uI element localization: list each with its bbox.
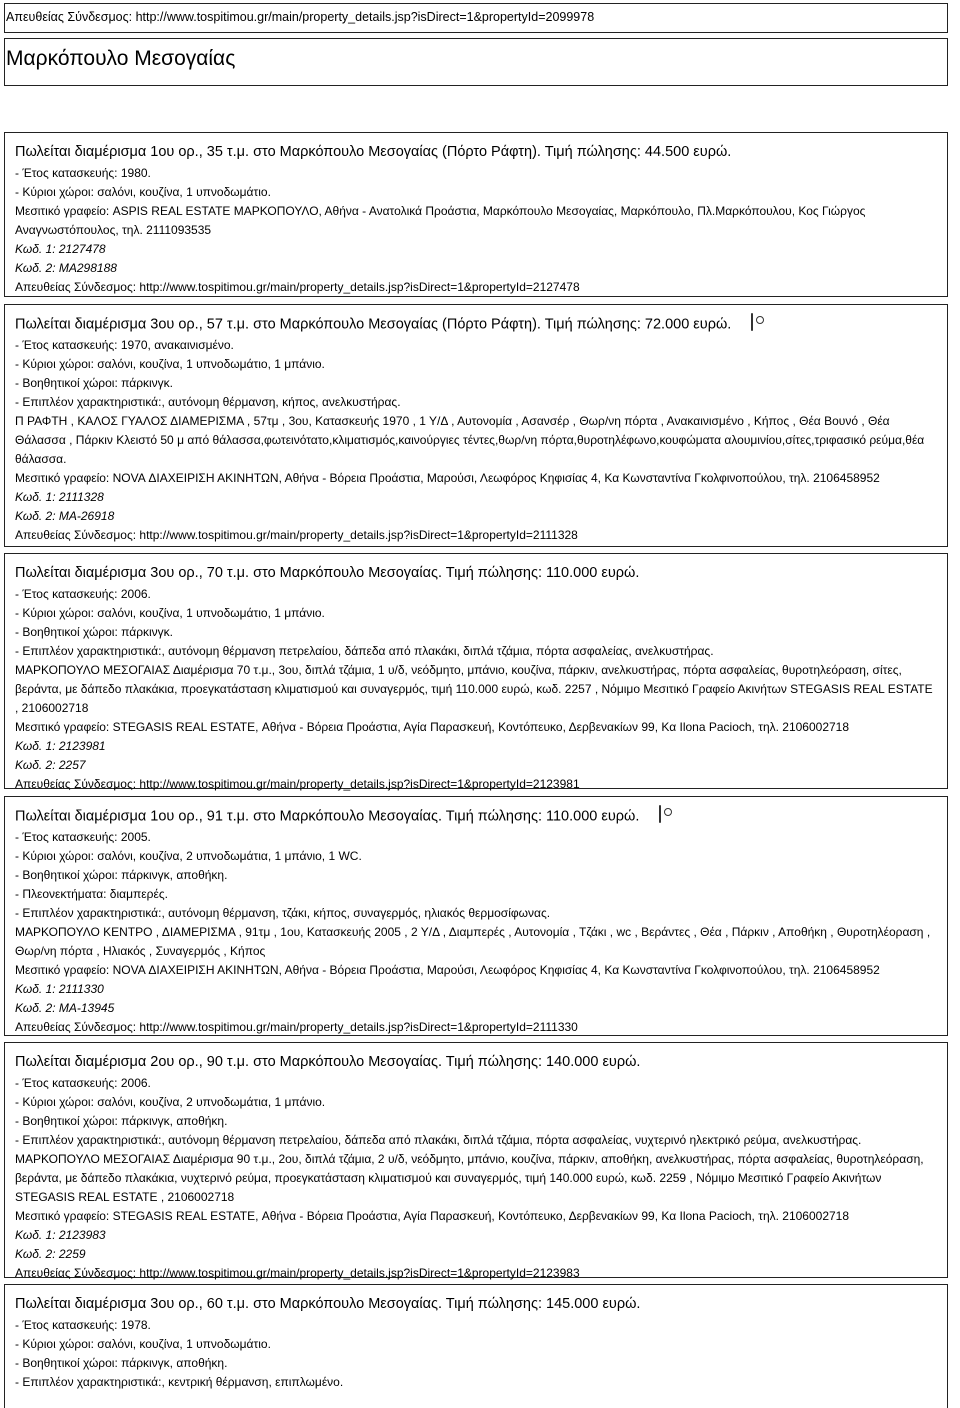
listing-direct-link[interactable]: Απευθείας Σύνδεσμος: http://www.tospitimou.gr/main/property_details.jsp?isDirect=1&propertyId=2123983 (15, 1266, 580, 1280)
listing-detail: - Έτος κατασκευής: 2006. (15, 1076, 151, 1090)
listing-detail: - Επιπλέον χαρακτηριστικά:, κεντρική θέρμανση, επιπλωμένο. (15, 1375, 344, 1389)
listing-agency: Μεσιτικό γραφείο: STEGASIS REAL ESTATE, Αθήνα - Βόρεια Προάστια, Αγία Παρασκευή, Κοντόπευκο, Δερβενακίων 99, Κα Ilona Pacioch, τηλ. 2106002718 (15, 1209, 850, 1223)
listing-detail: - Επιπλέον χαρακτηριστικά:, αυτόνομη θέρμανση πετρελαίου, δάπεδα από πλακάκι, διπλά τζάμια, πόρτα ασφαλείας, ανελκυστήρας. (15, 644, 714, 658)
listing-code-1: Κωδ. 1: 2123983 (15, 1228, 106, 1242)
listing-title[interactable]: Πωλείται διαμέρισμα 2ου ορ., 90 τ.μ. στο Μαρκόπουλο Μεσογαίας. Τιμή πώλησης: 140.000 ευρώ. (15, 1054, 641, 1070)
listing-detail: - Βοηθητικοί χώροι: πάρκινγκ. (15, 625, 174, 639)
listing-card (4, 132, 948, 297)
listing-code-2: Κωδ. 2: 2259 (15, 1247, 86, 1261)
listing-detail: - Επιπλέον χαρακτηριστικά:, αυτόνομη θέρμανση πετρελαίου, δάπεδα από πλακάκι, διπλά τζάμια, πόρτα ασφαλείας, νυχτερινό ηλεκτρικό ρεύμα, ανελκυστήρας. (15, 1133, 862, 1147)
listing-code-1: Κωδ. 1: 2127478 (15, 242, 106, 256)
listing-code-2: Κωδ. 2: MA298188 (15, 261, 117, 275)
listing-detail: - Έτος κατασκευής: 1980. (15, 166, 151, 180)
listing-direct-link[interactable]: Απευθείας Σύνδεσμος: http://www.tospitimou.gr/main/property_details.jsp?isDirect=1&propertyId=2127478 (15, 280, 580, 294)
listing-agency: Μεσιτικό γραφείο: NOVA ΔΙΑΧΕΙΡΙΣΗ ΑΚΙΝΗΤΩΝ, Αθήνα - Βόρεια Προάστια, Μαρούσι, Λεωφόρος Κηφισίας 4, Κα Κωνσταντίνα Γκολφινοπούλου, τηλ. 2106458952 (15, 963, 880, 978)
top-direct-link[interactable]: Απευθείας Σύνδεσμος: http://www.tospitimou.gr/main/property_details.jsp?isDirect=1&propertyId=2099978 (6, 10, 595, 24)
listing-code-2: Κωδ. 2: 2257 (15, 758, 86, 772)
listing-code-2: Κωδ. 2: MA-13945 (15, 1001, 115, 1016)
listing-detail: - Έτος κατασκευής: 2005. (15, 830, 151, 845)
listing-code-1: Κωδ. 1: 2111328 (15, 490, 104, 505)
listing-direct-link[interactable]: Απευθείας Σύνδεσμος: http://www.tospitimou.gr/main/property_details.jsp?isDirect=1&propertyId=2111328 (15, 528, 578, 543)
listing-direct-link[interactable]: Απευθείας Σύνδεσμος: http://www.tospitimou.gr/main/property_details.jsp?isDirect=1&propertyId=2111330 (15, 1020, 578, 1035)
listing-detail: - Έτος κατασκευής: 1970, ανακαινισμένο. (15, 338, 234, 353)
listing-detail: - Κύριοι χώροι: σαλόνι, κουζίνα, 1 υπνοδωμάτιο. (15, 185, 271, 199)
listing-description: ΜΑΡΚΟΠΟΥΛΟ ΜΕΣΟΓΑΙΑΣ Διαμέρισμα 70 τ.μ., 3ου, διπλά τζάμια, 1 υ/δ, νεόδμητο, μπάνιο, κουζίνα, πάρκιν, ανελκυστήρας, πόρτα ασφαλείας, θυροτηλεόραση, σίτες, βεράντα, με δάπεδο πλακάκια, προεγκατάσταση κλιματισμού και συναγερμός, τιμή 110.000 ευρώ, κωδ. 2257 , Νόμιμο Μεσιτικό Γραφείο Ακινήτων STEGASIS REAL ESTATE , 2106002718 (15, 663, 933, 715)
listing-code-1: Κωδ. 1: 2123981 (15, 739, 106, 753)
listing-title[interactable]: Πωλείται διαμέρισμα 1ου ορ., 35 τ.μ. στο Μαρκόπουλο Μεσογαίας (Πόρτο Ράφτη). Τιμή πώλησης: 44.500 ευρώ. (15, 144, 732, 160)
listing-detail: - Έτος κατασκευής: 1978. (15, 1318, 151, 1332)
listing-detail: - Κύριοι χώροι: σαλόνι, κουζίνα, 1 υπνοδωμάτιο, 1 μπάνιο. (15, 606, 325, 620)
listing-card (4, 553, 948, 789)
listing-agency: Μεσιτικό γραφείο: NOVA ΔΙΑΧΕΙΡΙΣΗ ΑΚΙΝΗΤΩΝ, Αθήνα - Βόρεια Προάστια, Μαρούσι, Λεωφόρος Κηφισίας 4, Κα Κωνσταντίνα Γκολφινοπούλου, τηλ. 2106458952 (15, 471, 880, 486)
listing-title[interactable]: Πωλείται διαμέρισμα 3ου ορ., 70 τ.μ. στο Μαρκόπουλο Μεσογαίας. Τιμή πώλησης: 110.000 ευρώ. (15, 565, 640, 581)
camera-icon[interactable] (751, 313, 753, 331)
listing-detail: - Επιπλέον χαρακτηριστικά:, αυτόνομη θέρμανση, τζάκι, κήπος, συναγερμός, ηλιακός θερμοσίφωνας. (15, 906, 551, 921)
listing-detail: - Επιπλέον χαρακτηριστικά:, αυτόνομη θέρμανση, κήπος, ανελκυστήρας. (15, 395, 401, 410)
listing-description: ΜΑΡΚΟΠΟΥΛΟ ΚΕΝΤΡΟ , ΔΙΑΜΕΡΙΣΜΑ , 91τμ , 1ου, Κατασκευής 2005 , 2 Υ/Δ , Διαμπερές , Αυτονομία , Τζάκι , wc , Βεράντες , Θέα , Πάρκιν , Αποθήκη , Θυροτηλέοραση , Θωρ/νη πόρτα , Ηλιακός , Συναγερμός , Κήπος (15, 925, 931, 959)
listing-detail: - Κύριοι χώροι: σαλόνι, κουζίνα, 2 υπνοδωμάτια, 1 μπάνιο, 1 WC. (15, 849, 362, 864)
listing-detail: - Κύριοι χώροι: σαλόνι, κουζίνα, 1 υπνοδωμάτιο. (15, 1337, 271, 1351)
listing-code-2: Κωδ. 2: MA-26918 (15, 509, 115, 524)
listing-title[interactable]: Πωλείται διαμέρισμα 1ου ορ., 91 τ.μ. στο Μαρκόπουλο Μεσογαίας. Τιμή πώλησης: 110.000 ευρώ. (15, 803, 937, 826)
listing-detail: - Βοηθητικοί χώροι: πάρκινγκ. (15, 376, 174, 391)
listing-card (4, 304, 948, 547)
listing-detail: - Βοηθητικοί χώροι: πάρκινγκ, αποθήκη. (15, 868, 228, 883)
listing-code-1: Κωδ. 1: 2111330 (15, 982, 104, 997)
listing-detail: - Κύριοι χώροι: σαλόνι, κουζίνα, 1 υπνοδωμάτιο, 1 μπάνιο. (15, 357, 325, 372)
listing-detail: - Βοηθητικοί χώροι: πάρκινγκ, αποθήκη. (15, 1114, 228, 1128)
camera-icon[interactable] (659, 805, 661, 823)
listing-card (4, 1042, 948, 1278)
listing-description: Π ΡΑΦΤΗ , ΚΑΛΟΣ ΓΥΑΛΟΣ ΔΙΑΜΕΡΙΣΜΑ , 57τμ , 3ου, Κατασκευής 1970 , 1 Υ/Δ , Αυτονομία , Ασανσέρ , Θωρ/νη πόρτα , Ανακαινισμένο , Κήπος , Θέα Βουνό , Θέα Θάλασσα , Πάρκιν Κλειστό 50 μ από θάλασσα,φωτεινότατο,κλιματισμός,καινούργιες τέντες,θωρ/νη πόρτα,θυροτηλέφωνο,κουφώματα αλουμινίου,σίτες,τριφασικό ρεύμα,θέα θάλασσα. (15, 414, 925, 467)
listing-title[interactable]: Πωλείται διαμέρισμα 3ου ορ., 57 τ.μ. στο Μαρκόπουλο Μεσογαίας (Πόρτο Ράφτη). Τιμή πώλησης: 72.000 ευρώ. (15, 311, 937, 334)
page-title: Μαρκόπουλο Μεσογαίας (6, 47, 236, 70)
listing-detail: - Πλεονεκτήματα: διαμπερές. (15, 887, 168, 902)
listing-title[interactable]: Πωλείται διαμέρισμα 3ου ορ., 60 τ.μ. στο Μαρκόπουλο Μεσογαίας. Τιμή πώλησης: 145.000 ευρώ. (15, 1296, 641, 1312)
listing-detail: - Βοηθητικοί χώροι: πάρκινγκ, αποθήκη. (15, 1356, 228, 1370)
listing-card (4, 1284, 948, 1408)
listing-agency: Μεσιτικό γραφείο: ASPIS REAL ESTATE ΜΑΡΚΟΠΟΥΛΟ, Αθήνα - Ανατολικά Προάστια, Μαρκόπουλο Μεσογαίας, Μαρκόπουλο, Πλ.Μαρκόπουλου, Κος Γιώργος Αναγνωστόπουλος, τηλ. 2111093535 (15, 204, 866, 237)
listing-card (4, 796, 948, 1036)
listing-agency: Μεσιτικό γραφείο: STEGASIS REAL ESTATE, Αθήνα - Βόρεια Προάστια, Αγία Παρασκευή, Κοντόπευκο, Δερβενακίων 99, Κα Ilona Pacioch, τηλ. 2106002718 (15, 720, 850, 734)
listing-detail: - Κύριοι χώροι: σαλόνι, κουζίνα, 2 υπνοδωμάτια, 1 μπάνιο. (15, 1095, 326, 1109)
listing-detail: - Έτος κατασκευής: 2006. (15, 587, 151, 601)
listing-direct-link[interactable]: Απευθείας Σύνδεσμος: http://www.tospitimou.gr/main/property_details.jsp?isDirect=1&propertyId=2123981 (15, 777, 580, 791)
listing-description: ΜΑΡΚΟΠΟΥΛΟ ΜΕΣΟΓΑΙΑΣ Διαμέρισμα 90 τ.μ., 2ου, διπλά τζάμια, 2 υ/δ, νεόδμητο, μπάνιο, κουζίνα, πάρκιν, αποθήκη, ανελκυστήρας, πόρτα ασφαλείας, θυροτηλεόραση, βεράντα, με δάπεδο πλακάκια, νυχτερινό ρεύμα, προεγκατάσταση κλιματισμού και συναγερμός, τιμή 140.000 ευρώ, κωδ. 2259 , Νόμιμο Μεσιτικό Γραφείο Ακινήτων STEGASIS REAL ESTATE , 2106002718 (15, 1152, 924, 1204)
